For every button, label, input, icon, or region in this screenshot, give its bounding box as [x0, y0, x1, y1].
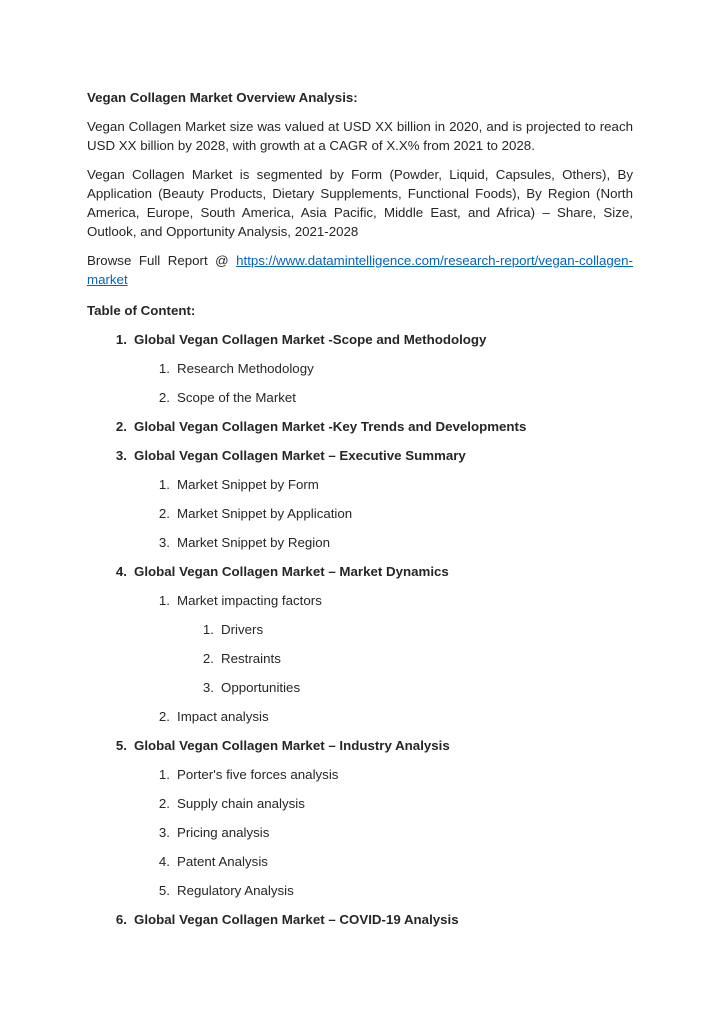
toc-item	[152, 591, 633, 620]
toc-item	[152, 707, 633, 736]
toc-item-number: 4.	[115, 564, 127, 579]
toc-item	[109, 736, 633, 765]
toc-item-label: Global Vegan Collagen Market -Key Trends and Developments	[134, 419, 527, 434]
toc-item-number: 1.	[158, 361, 170, 376]
toc-item-label: Research Methodology	[177, 361, 314, 376]
toc-item	[152, 359, 633, 388]
toc-item-label: Drivers	[221, 622, 264, 637]
report-link[interactable]: https://www.datamintelligence.com/research-report/vegan-collagen-market	[87, 253, 633, 287]
toc-item-number: 1.	[202, 622, 214, 637]
toc-item	[109, 910, 633, 939]
browse-full-report	[87, 251, 633, 289]
overview-heading: Vegan Collagen Market Overview Analysis:	[87, 90, 358, 105]
toc-item-label: Regulatory Analysis	[177, 883, 294, 898]
toc-item-number: 6.	[115, 912, 127, 927]
toc-item-label: Market Snippet by Region	[177, 535, 330, 550]
toc-item-number: 1.	[158, 593, 170, 608]
toc-item	[152, 765, 633, 794]
toc-item-number: 2.	[202, 651, 214, 666]
toc-item-number: 1.	[115, 332, 127, 347]
toc-item-label: Porter's five forces analysis	[177, 767, 339, 782]
toc-item	[152, 794, 633, 823]
toc-heading: Table of Content:	[87, 303, 196, 318]
toc-item-label: Restraints	[221, 651, 281, 666]
toc-item-number: 3.	[158, 825, 170, 840]
toc-item-number: 3.	[158, 535, 170, 550]
toc-item-number: 2.	[158, 709, 170, 724]
toc-item-number: 1.	[158, 767, 170, 782]
overview-paragraph-market-size: Vegan Collagen Market size was valued at USD XX billion in 2020, and is projected to reach USD XX billion by 2028, with growth at a CAGR of X.X% from 2021 to 2028.	[87, 119, 633, 153]
toc-item-number: 2.	[115, 419, 127, 434]
toc-item-label: Global Vegan Collagen Market – Executive Summary	[134, 448, 466, 463]
document-page	[87, 88, 633, 939]
toc-item-label: Market impacting factors	[177, 593, 322, 608]
toc-item	[109, 330, 633, 359]
toc-item	[196, 678, 633, 707]
toc-item-number: 2.	[158, 390, 170, 405]
toc-item-number: 3.	[115, 448, 127, 463]
toc-item-number: 3.	[202, 680, 214, 695]
toc-item	[109, 446, 633, 475]
toc-item-label: Global Vegan Collagen Market – COVID-19 Analysis	[134, 912, 459, 927]
toc-item-label: Global Vegan Collagen Market -Scope and Methodology	[134, 332, 487, 347]
toc-item-number: 5.	[115, 738, 127, 753]
browse-prefix: Browse Full Report @	[87, 253, 237, 268]
toc-item-number: 2.	[158, 506, 170, 521]
toc-item-label: Market Snippet by Form	[177, 477, 319, 492]
toc-item	[109, 417, 633, 446]
toc-item	[152, 388, 633, 417]
toc-item-label: Market Snippet by Application	[177, 506, 353, 521]
overview-paragraph-segmentation: Vegan Collagen Market is segmented by Form (Powder, Liquid, Capsules, Others), By Application (Beauty Products, Dietary Supplements, Functional Foods), By Region (North America, Europe, South America, Asia Pacific, Middle East, and Africa) – Share, Size, Outlook, and Opportunity Analysis, 2021-2028	[87, 167, 633, 239]
toc-item	[152, 533, 633, 562]
toc-item-number: 4.	[158, 854, 170, 869]
toc-item-label: Global Vegan Collagen Market – Market Dynamics	[134, 564, 449, 579]
toc-item	[152, 475, 633, 504]
toc-item	[152, 881, 633, 910]
toc-item-label: Patent Analysis	[177, 854, 268, 869]
toc-item-label: Global Vegan Collagen Market – Industry Analysis	[134, 738, 450, 753]
toc-item-label: Supply chain analysis	[177, 796, 305, 811]
toc-item-number: 1.	[158, 477, 170, 492]
toc-item	[152, 823, 633, 852]
toc-item-number: 2.	[158, 796, 170, 811]
toc-item-number: 5.	[158, 883, 170, 898]
toc-item-label: Impact analysis	[177, 709, 269, 724]
toc-item-label: Scope of the Market	[177, 390, 296, 405]
table-of-contents	[87, 330, 633, 939]
toc-item	[196, 620, 633, 649]
toc-item	[152, 504, 633, 533]
toc-item-label: Pricing analysis	[177, 825, 270, 840]
toc-item	[152, 852, 633, 881]
toc-item-label: Opportunities	[221, 680, 301, 695]
toc-item	[196, 649, 633, 678]
toc-item	[109, 562, 633, 591]
